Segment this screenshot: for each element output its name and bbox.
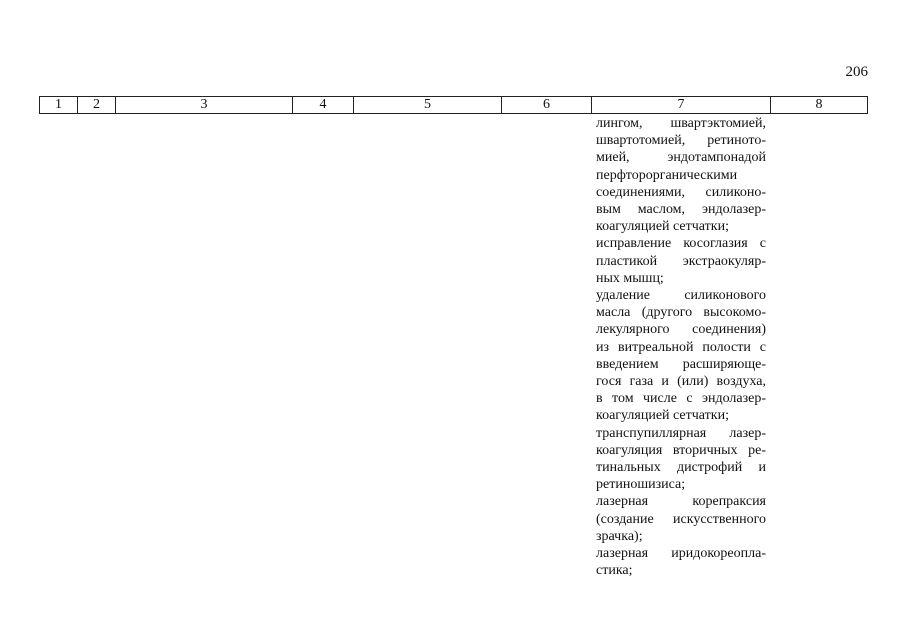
column-number-header — [39, 96, 868, 114]
text-line: коагуляцией сетчатки; — [596, 219, 729, 235]
text-line: исправление косоглазия с — [596, 236, 766, 252]
text-line: удаление силиконового — [596, 288, 766, 304]
text-line: лазерная иридокореопла- — [596, 546, 766, 562]
text-line: транспупиллярная лазер- — [596, 425, 766, 441]
text-line: пластикой экстраокуляр- — [596, 253, 766, 269]
text-line: из витреальной полости с — [596, 339, 766, 355]
text-line: вым маслом, эндолазер- — [596, 202, 766, 218]
header-col-7: 7 — [592, 97, 771, 114]
header-col-4: 4 — [293, 97, 354, 114]
text-line: тинальных дистрофий и — [596, 460, 766, 476]
header-col-5: 5 — [354, 97, 502, 114]
text-line: введением расширяюще- — [596, 356, 766, 372]
text-line: стика; — [596, 563, 633, 579]
text-line: коагуляцией сетчатки; — [596, 408, 729, 424]
text-line: коагуляция вторичных ре- — [596, 442, 766, 458]
text-line: перфторорганическими — [596, 167, 738, 183]
text-line: масла (другого высокомо- — [596, 305, 766, 321]
text-line: лекулярного соединения) — [596, 322, 766, 338]
text-line: (создание искусственного — [596, 511, 766, 527]
text-line: гося газа и (или) воздуха, — [596, 374, 766, 390]
header-row — [40, 97, 868, 114]
text-line: ретиношизиса; — [596, 477, 686, 493]
header-col-6: 6 — [502, 97, 592, 114]
column-7-treatment-methods — [596, 115, 766, 579]
header-col-2: 2 — [78, 97, 116, 114]
header-col-3: 3 — [116, 97, 293, 114]
text-line: лазерная корепраксия — [596, 494, 766, 510]
text-line: зрачка); — [596, 528, 643, 544]
text-line: соединениями, силиконо- — [596, 184, 766, 200]
text-line: ных мышц; — [596, 270, 664, 286]
header-col-8: 8 — [771, 97, 868, 114]
page-number: 206 — [845, 64, 868, 80]
header-col-1: 1 — [40, 97, 78, 114]
text-line: лингом, швартэктомией, — [596, 116, 766, 131]
text-line: мией, эндотампонадой — [596, 150, 766, 166]
text-line: швартотомией, ретиното- — [596, 133, 766, 149]
text-line: в том числе с эндолазер- — [596, 391, 766, 407]
